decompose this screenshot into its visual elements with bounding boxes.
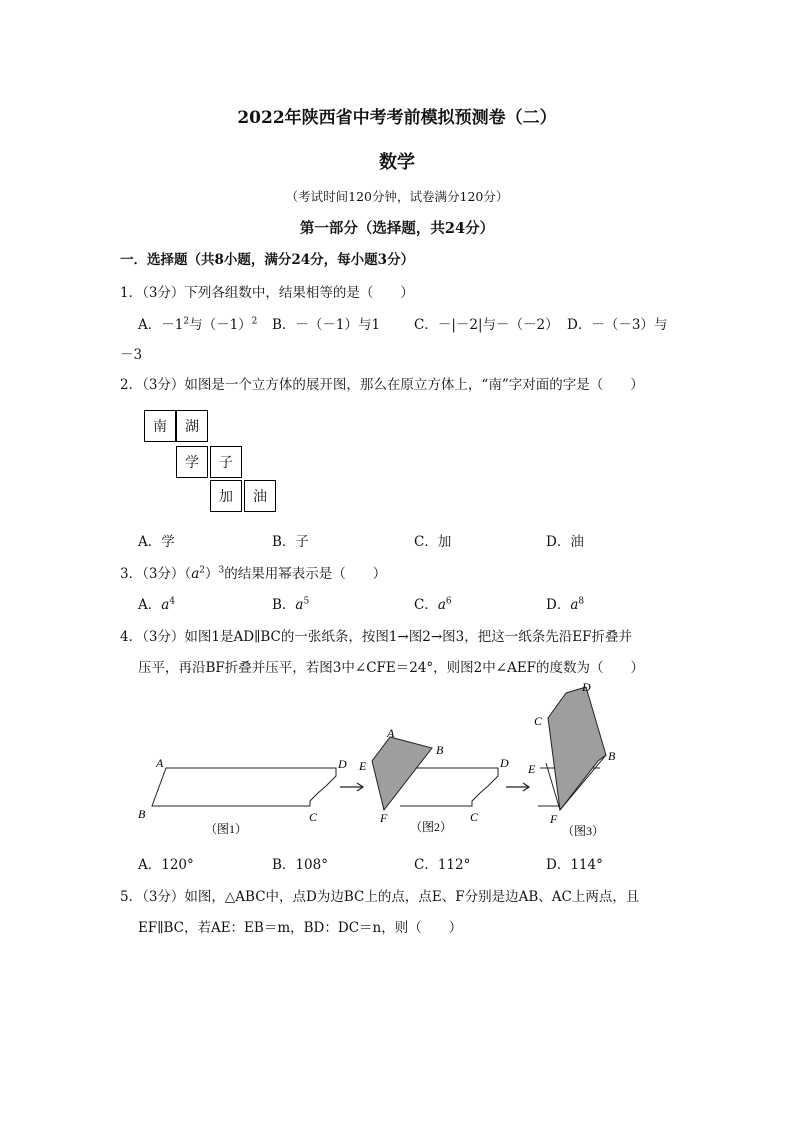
q4-stem-line2: 压平，再沿BF折叠并压平，若图3中∠CFE＝24°，则图2中∠AEF的度数为（ ）: [138, 660, 645, 676]
svg-text:F: F: [550, 812, 558, 826]
svg-text:C: C: [309, 810, 318, 824]
q4-option-a: A．120°: [138, 857, 194, 873]
cube-net-cell: 子: [210, 446, 242, 478]
paper-title: 2022年陕西省中考考前模拟预测卷（二）: [237, 108, 557, 128]
fig2-label: （图2）: [410, 820, 453, 834]
q5-stem-line2: EF∥BC，若AE：EB＝m，BD：DC＝n，则（ ）: [138, 920, 463, 936]
q3-option-b: B．$a^5$: [272, 596, 310, 613]
q4-stem-line1: 4．（3分）如图1是AD∥BC的一张纸条，按图1→图2→图3，把这一纸条先沿EF折叠并: [120, 629, 632, 645]
svg-text:D: D: [338, 757, 347, 771]
q2-option-a: A．学: [138, 534, 175, 550]
q1-option-a: A．$-1^2$与$(-1)^2$: [138, 316, 258, 333]
svg-text:C: C: [470, 810, 479, 824]
q2-option-d: D．油: [546, 534, 584, 550]
q2-option-c: C．加: [414, 534, 452, 550]
q2-option-b: B．子: [272, 534, 309, 550]
section-heading: 一．选择题（共8小题，满分24分，每小题3分）: [120, 252, 415, 268]
fig1-paper-strip: [152, 768, 336, 806]
svg-text:D: D: [582, 680, 591, 694]
fig2-folded-flap: [372, 737, 432, 810]
q1-option-b: B．－（－1）与1: [272, 317, 381, 333]
fig2-paper-strip: [400, 768, 498, 806]
fig3-label: （图3）: [562, 824, 605, 838]
q1-option-c: C．－|－2|与－（－2）: [414, 317, 559, 333]
q3-stem: 3．（3分）$(a^2)^3$的结果用幂表示是（ ）: [120, 565, 387, 582]
q1-option-d: D．－（－3）与: [567, 317, 668, 333]
svg-text:E: E: [528, 762, 536, 776]
q4-option-c: C．112°: [414, 857, 471, 873]
q3-option-d: D．$a^8$: [546, 596, 585, 613]
cube-net-cell: 南: [144, 410, 176, 442]
svg-text:C: C: [534, 714, 543, 728]
svg-text:F: F: [380, 811, 388, 825]
fig1-label: （图1）: [205, 822, 248, 836]
svg-text:D: D: [500, 756, 509, 770]
q2-stem: 2．（3分）如图是一个立方体的展开图，那么在原立方体上，“南”字对面的字是（ ）: [120, 377, 644, 393]
arrow-1-icon: [340, 783, 363, 791]
subject-title: 数学: [379, 152, 415, 173]
svg-text:B: B: [436, 743, 444, 757]
svg-text:B: B: [138, 807, 146, 821]
cube-net-cell: 湖: [176, 410, 208, 442]
cube-net-cell: 加: [210, 480, 242, 512]
q1-option-d-wrap: －3: [120, 347, 143, 363]
fig3-folded-part: [548, 687, 606, 810]
arrow-2-icon: [506, 783, 529, 791]
svg-text:A: A: [156, 756, 164, 770]
q4-option-b: B．108°: [272, 857, 328, 873]
q3-option-a: A．$a^4$: [138, 596, 176, 613]
q1-stem: 1．（3分）下列各组数中，结果相等的是（ ）: [120, 285, 414, 301]
svg-text:E: E: [359, 759, 367, 773]
q5-stem-line1: 5．（3分）如图，△ABC中，点D为边BC上的点，点E、F分别是边AB、AC上两点，且: [120, 889, 640, 905]
cube-net-cell: 学: [176, 446, 208, 478]
q4-option-d: D．114°: [546, 857, 603, 873]
q3-option-c: C．$a^6$: [414, 596, 452, 613]
svg-text:A: A: [387, 726, 395, 740]
part-heading: 第一部分（选择题，共24分）: [299, 220, 495, 237]
cube-net-cell: 油: [244, 480, 276, 512]
svg-text:B: B: [608, 749, 616, 763]
q4-folding-figure: [0, 675, 794, 875]
exam-info: （考试时间120分钟，试卷满分120分）: [285, 189, 509, 204]
